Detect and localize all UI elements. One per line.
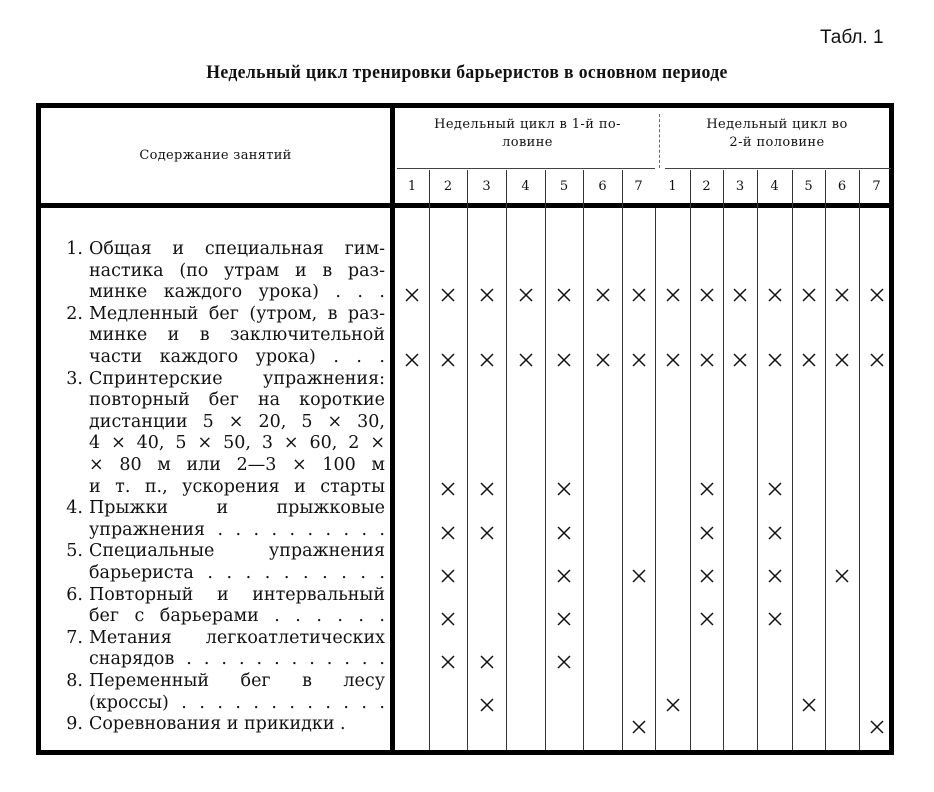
row-text: минке каждого урока) . . . [89, 282, 385, 303]
cross-mark-icon [631, 568, 647, 584]
cross-mark-icon [440, 287, 456, 303]
half1-header-line2: ловине [502, 135, 553, 150]
row-text: дистанции 5 × 20, 5 × 30, [89, 411, 385, 432]
day-header-half2-6: 6 [837, 179, 847, 194]
cross-mark-icon [665, 352, 681, 368]
row-text-line [57, 606, 385, 628]
cross-mark-icon [834, 352, 850, 368]
half1-header-line1: Недельный цикл в 1-й по- [434, 117, 621, 132]
row-text-line [57, 693, 385, 715]
cross-mark-icon [518, 287, 534, 303]
cross-mark-icon [556, 654, 572, 670]
cross-mark-icon [631, 719, 647, 735]
table-row-9-text [57, 714, 385, 736]
day-header-half2-1: 1 [668, 179, 677, 194]
row-text-line [57, 239, 385, 261]
cross-mark-icon [767, 611, 783, 627]
column-divider [429, 170, 430, 750]
cross-mark-icon [767, 525, 783, 541]
header-bottom-divider [41, 203, 889, 208]
row-text: Общая и специальная гим- [89, 239, 385, 259]
cross-mark-icon [556, 568, 572, 584]
cross-mark-icon [834, 287, 850, 303]
half2-header-line1: Недельный цикл во [706, 117, 848, 132]
half1-underline [397, 168, 655, 169]
row-text: Метания легкоатлетических [89, 627, 385, 648]
day-header-half1-2: 2 [443, 179, 453, 194]
row-number [57, 347, 89, 369]
row-text-line [57, 649, 385, 671]
row-number [57, 433, 89, 455]
day-header-half2-4: 4 [770, 179, 779, 194]
cross-mark-icon [479, 654, 495, 670]
row-text: Прыжки и прыжковые [89, 498, 385, 519]
row-text-line [57, 563, 385, 585]
cross-mark-icon [699, 525, 715, 541]
cross-mark-icon [479, 481, 495, 497]
row-number: 4. [66, 498, 83, 519]
row-number: 2. [66, 303, 83, 324]
row-number [57, 649, 89, 671]
cross-mark-icon [556, 611, 572, 627]
row-text: Переменный бег в лесу [89, 671, 385, 691]
table-row-4-text [57, 498, 385, 541]
cross-mark-icon [479, 352, 495, 368]
column-divider [723, 170, 724, 750]
row-text: Медленный бег (утром, в раз- [89, 303, 385, 324]
cross-mark-icon [440, 481, 456, 497]
row-text-line [57, 433, 385, 455]
row-number [57, 412, 89, 434]
table-label: Табл. 1 [820, 27, 884, 48]
row-text-line [57, 628, 385, 650]
cross-mark-icon [404, 352, 420, 368]
row-number: 7. [66, 627, 83, 648]
half1-header [395, 116, 660, 164]
row-text: повторный бег на короткие [89, 390, 385, 411]
row-text: части каждого урока) . . . [89, 346, 385, 367]
cross-mark-icon [631, 352, 647, 368]
table-row-2-text [57, 304, 385, 369]
table-row-8-text [57, 671, 385, 714]
day-header-half1-6: 6 [598, 179, 607, 194]
row-number [57, 693, 89, 715]
day-header-half2-2: 2 [702, 179, 711, 194]
cross-mark-icon [699, 352, 715, 368]
cross-mark-icon [440, 352, 456, 368]
column-divider [622, 170, 623, 750]
day-header-half2-7: 7 [872, 179, 881, 194]
cross-mark-icon [556, 287, 572, 303]
row-text: бег с барьерами . . . . . . [89, 606, 385, 627]
row-text: Специальные упражнения [89, 541, 385, 562]
row-text: Соревнования и прикидки . [89, 714, 346, 735]
row-text-line [57, 477, 385, 499]
day-header-half1-5: 5 [559, 179, 569, 194]
half-divider [659, 114, 661, 168]
cross-mark-icon [801, 697, 817, 713]
row-text-line [57, 585, 385, 607]
row-number: 6. [66, 584, 83, 605]
day-header-half1-3: 3 [482, 179, 491, 194]
table-row-6-text [57, 585, 385, 628]
row-text-line [57, 714, 385, 736]
column-divider [690, 170, 691, 750]
training-cycle-table [36, 103, 894, 755]
cross-mark-icon [631, 287, 647, 303]
row-text-line [57, 541, 385, 563]
column-divider [859, 170, 860, 750]
cross-mark-icon [801, 287, 817, 303]
row-text: (кроссы) . . . . . . . . . . . . [89, 692, 385, 713]
row-number: 9. [66, 714, 83, 735]
cross-mark-icon [699, 481, 715, 497]
row-text: минке и в заключительной [89, 325, 385, 346]
column-divider [467, 170, 468, 750]
row-text: барьериста . . . . . . . . . . [89, 562, 385, 583]
cross-mark-icon [869, 287, 885, 303]
row-text: Повторный и интервальный [89, 584, 385, 605]
cross-mark-icon [732, 287, 748, 303]
cross-mark-icon [595, 352, 611, 368]
table-row-5-text [57, 541, 385, 584]
row-text-line [57, 498, 385, 520]
cross-mark-icon [767, 287, 783, 303]
cross-mark-icon [767, 352, 783, 368]
cross-mark-icon [440, 611, 456, 627]
cross-mark-icon [556, 352, 572, 368]
half2-header [660, 116, 894, 164]
row-text: Спринтерские упражнения: [89, 368, 385, 389]
row-text: × 80 м или 2—3 × 100 м [89, 454, 385, 475]
row-text: настика (по утрам и в раз- [89, 260, 385, 281]
day-header-half1-4: 4 [521, 179, 530, 194]
cross-mark-icon [440, 525, 456, 541]
column-divider [545, 170, 546, 750]
column-divider [506, 170, 507, 750]
column-divider [757, 170, 758, 750]
cross-mark-icon [556, 481, 572, 497]
cross-mark-icon [767, 568, 783, 584]
row-number [57, 520, 89, 542]
row-number [57, 455, 89, 477]
row-text-line [57, 671, 385, 693]
cross-mark-icon [440, 568, 456, 584]
cross-mark-icon [801, 352, 817, 368]
day-header-half2-3: 3 [735, 179, 745, 194]
row-number: 5. [66, 541, 83, 562]
row-text-line [57, 369, 385, 391]
cross-mark-icon [479, 287, 495, 303]
table-row-1-text [57, 239, 385, 304]
row-number: 3. [66, 368, 83, 389]
row-text-line [57, 520, 385, 542]
table-title: Недельный цикл тренировки барьеристов в основном периоде [206, 62, 728, 83]
row-number [57, 282, 89, 304]
cross-mark-icon [556, 525, 572, 541]
row-text-line [57, 325, 385, 347]
row-number [57, 563, 89, 585]
row-number [57, 606, 89, 628]
cross-mark-icon [699, 568, 715, 584]
half2-underline [665, 168, 891, 169]
cross-mark-icon [404, 287, 420, 303]
cross-mark-icon [518, 352, 534, 368]
row-number [57, 261, 89, 283]
day-header-half1-1: 1 [407, 179, 417, 194]
row-number: 8. [66, 671, 83, 691]
cross-mark-icon [699, 611, 715, 627]
row-text-line [57, 304, 385, 326]
cross-mark-icon [440, 654, 456, 670]
day-header-half1-7: 7 [634, 179, 643, 194]
cross-mark-icon [767, 481, 783, 497]
table-row-7-text [57, 628, 385, 671]
row-text: 4 × 40, 5 × 50, 3 × 60, 2 × [89, 433, 385, 454]
cross-mark-icon [595, 287, 611, 303]
cross-mark-icon [732, 352, 748, 368]
column-divider [583, 170, 584, 750]
day-header-half2-5: 5 [804, 179, 813, 194]
row-number [57, 390, 89, 412]
row-text: упражнения . . . . . . . . . . [89, 519, 385, 540]
cross-mark-icon [665, 697, 681, 713]
content-column-header [41, 108, 390, 203]
column-divider [655, 208, 656, 750]
half2-header-line2: 2-й половине [729, 135, 825, 150]
row-text-line [57, 412, 385, 434]
column-divider [792, 170, 793, 750]
row-number [57, 477, 89, 499]
row-text-line [57, 282, 385, 304]
cross-mark-icon [869, 352, 885, 368]
cross-mark-icon [699, 287, 715, 303]
content-column-header-label: Содержание занятий [139, 148, 292, 163]
row-text-line [57, 347, 385, 369]
cross-mark-icon [479, 697, 495, 713]
row-text: снарядов . . . . . . . . . . . . [89, 649, 385, 670]
row-text-line [57, 261, 385, 283]
column-divider [825, 170, 826, 750]
row-number: 1. [66, 239, 83, 259]
cross-mark-icon [869, 719, 885, 735]
row-number [57, 325, 89, 347]
row-text-line [57, 455, 385, 477]
row-text-line [57, 390, 385, 412]
row-text: и т. п., ускорения и старты [89, 476, 385, 497]
table-row-3-text [57, 369, 385, 499]
cross-mark-icon [834, 568, 850, 584]
cross-mark-icon [665, 287, 681, 303]
cross-mark-icon [479, 525, 495, 541]
